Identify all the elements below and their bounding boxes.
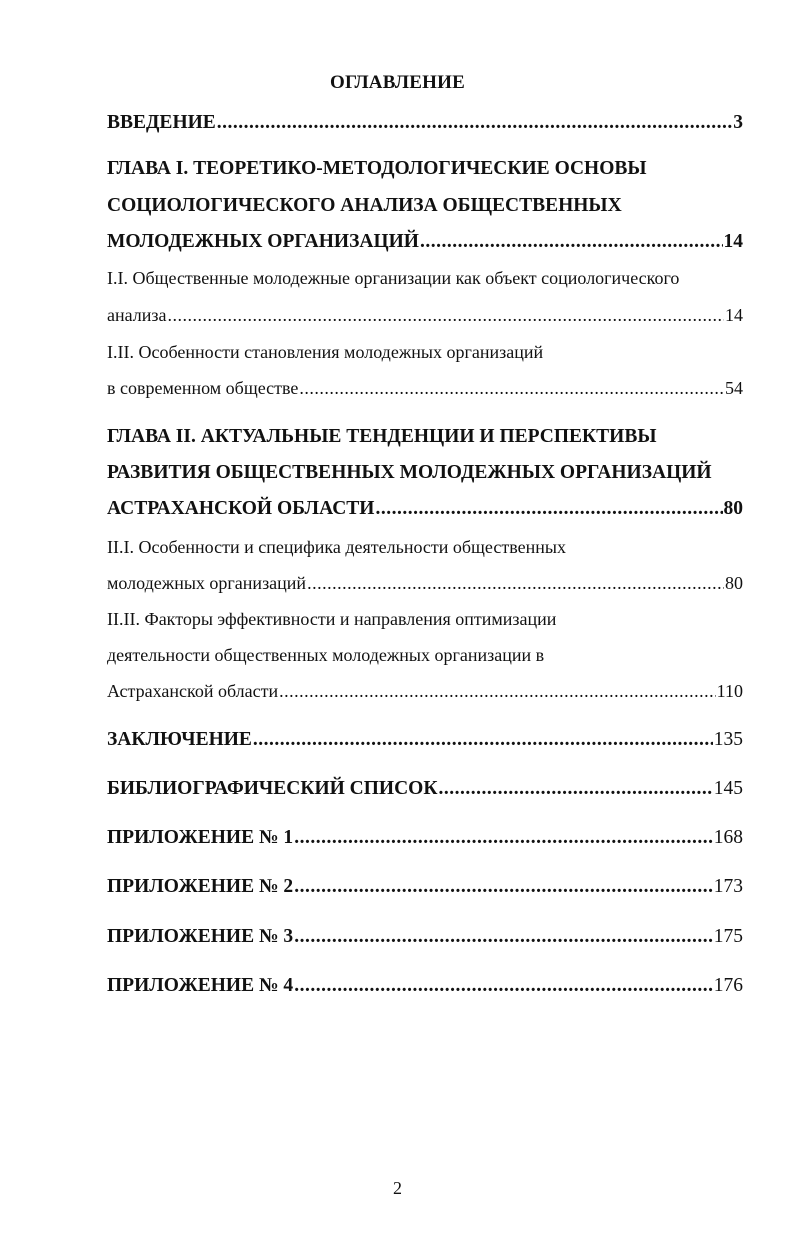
entry-page: 54 xyxy=(725,378,743,398)
toc-section-2-2-line1[interactable] xyxy=(107,609,743,630)
entry-page: 3 xyxy=(733,112,743,133)
toc-entry-appendix-1[interactable] xyxy=(107,827,743,849)
entry-page: 175 xyxy=(713,926,743,947)
toc-entry-appendix-3[interactable] xyxy=(107,926,743,948)
entry-label: ПРИЛОЖЕНИЕ № 1 xyxy=(107,827,294,848)
entry-page: 168 xyxy=(713,827,743,848)
toc-section-1-2-line1[interactable] xyxy=(107,342,743,363)
dot-leader xyxy=(279,681,716,702)
toc-title: ОГЛАВЛЕНИЕ xyxy=(330,72,465,93)
dot-leader xyxy=(375,498,722,520)
dot-leader xyxy=(217,112,732,134)
entry-page: 145 xyxy=(713,778,743,799)
entry-label: ЗАКЛЮЧЕНИЕ xyxy=(107,729,252,750)
dot-leader xyxy=(294,926,713,948)
page-number: 2 xyxy=(393,1178,402,1198)
entry-label: молодежных организаций xyxy=(107,573,307,593)
dot-leader xyxy=(299,378,724,399)
entry-page: 80 xyxy=(723,498,743,519)
entry-label: АСТРАХАНСКОЙ ОБЛАСТИ xyxy=(107,498,375,519)
toc-entry-bibliography[interactable] xyxy=(107,778,743,800)
toc-entry-appendix-2[interactable] xyxy=(107,876,743,898)
entry-label: Астраханской области xyxy=(107,681,279,701)
entry-label: СОЦИОЛОГИЧЕСКОГО АНАЛИЗА ОБЩЕСТВЕННЫХ xyxy=(107,195,622,216)
toc-chapter2-line2[interactable] xyxy=(107,462,743,484)
toc-section-2-2-line3[interactable] xyxy=(107,681,743,702)
toc-section-1-2-line2[interactable] xyxy=(107,378,743,399)
toc-chapter1-line1[interactable] xyxy=(107,158,743,180)
entry-label: II.I. Особенности и специфика деятельности общественных xyxy=(107,537,566,557)
toc-chapter2-line1[interactable] xyxy=(107,426,743,448)
dot-leader xyxy=(167,305,724,326)
entry-label: I.I. Общественные молодежные организации как объект социологического xyxy=(107,268,680,288)
entry-label: МОЛОДЕЖНЫХ ОРГАНИЗАЦИЙ xyxy=(107,231,419,252)
entry-page: 173 xyxy=(713,876,743,897)
entry-label: ПРИЛОЖЕНИЕ № 2 xyxy=(107,876,294,897)
entry-page: 135 xyxy=(713,729,743,750)
toc-section-2-1-line1[interactable] xyxy=(107,537,743,558)
entry-page: 14 xyxy=(723,231,743,252)
entry-label: деятельности общественных молодежных организации в xyxy=(107,645,545,665)
entry-label: ПРИЛОЖЕНИЕ № 4 xyxy=(107,975,294,996)
entry-label: II.II. Факторы эффективности и направления оптимизации xyxy=(107,609,557,629)
entry-label: ВВЕДЕНИЕ xyxy=(107,112,216,133)
dot-leader xyxy=(253,729,713,751)
dot-leader xyxy=(438,778,712,800)
entry-label: ГЛАВА I. ТЕОРЕТИКО-МЕТОДОЛОГИЧЕСКИЕ ОСНОВЫ xyxy=(107,158,647,179)
toc-entry-appendix-4[interactable] xyxy=(107,975,743,997)
entry-page: 176 xyxy=(713,975,743,996)
dot-leader xyxy=(294,975,713,997)
entry-page: 80 xyxy=(725,573,743,593)
entry-label: ГЛАВА II. АКТУАЛЬНЫЕ ТЕНДЕНЦИИ И ПЕРСПЕКТИВЫ xyxy=(107,426,657,447)
toc-chapter2-line3[interactable] xyxy=(107,498,743,520)
toc-chapter1-line3[interactable] xyxy=(107,231,743,253)
toc-section-2-2-line2[interactable] xyxy=(107,645,743,666)
toc-section-1-1-line2[interactable] xyxy=(107,305,743,326)
entry-label: БИБЛИОГРАФИЧЕСКИЙ СПИСОК xyxy=(107,778,438,799)
dot-leader xyxy=(307,573,724,594)
dot-leader xyxy=(294,827,713,849)
toc-chapter1-line2[interactable] xyxy=(107,195,743,217)
dot-leader xyxy=(294,876,713,898)
toc-entry-introduction[interactable] xyxy=(107,112,743,134)
entry-label: анализа xyxy=(107,305,167,325)
entry-label: РАЗВИТИЯ ОБЩЕСТВЕННЫХ МОЛОДЕЖНЫХ ОРГАНИЗАЦИЙ xyxy=(107,462,712,483)
entry-label: I.II. Особенности становления молодежных организаций xyxy=(107,342,544,362)
entry-page: 14 xyxy=(725,305,743,325)
toc-section-2-1-line2[interactable] xyxy=(107,573,743,594)
toc-entry-conclusion[interactable] xyxy=(107,729,743,751)
entry-label: в современном обществе xyxy=(107,378,299,398)
toc-section-1-1-line1[interactable] xyxy=(107,268,743,289)
entry-page: 110 xyxy=(716,681,743,701)
entry-label: ПРИЛОЖЕНИЕ № 3 xyxy=(107,926,294,947)
dot-leader xyxy=(420,231,723,253)
